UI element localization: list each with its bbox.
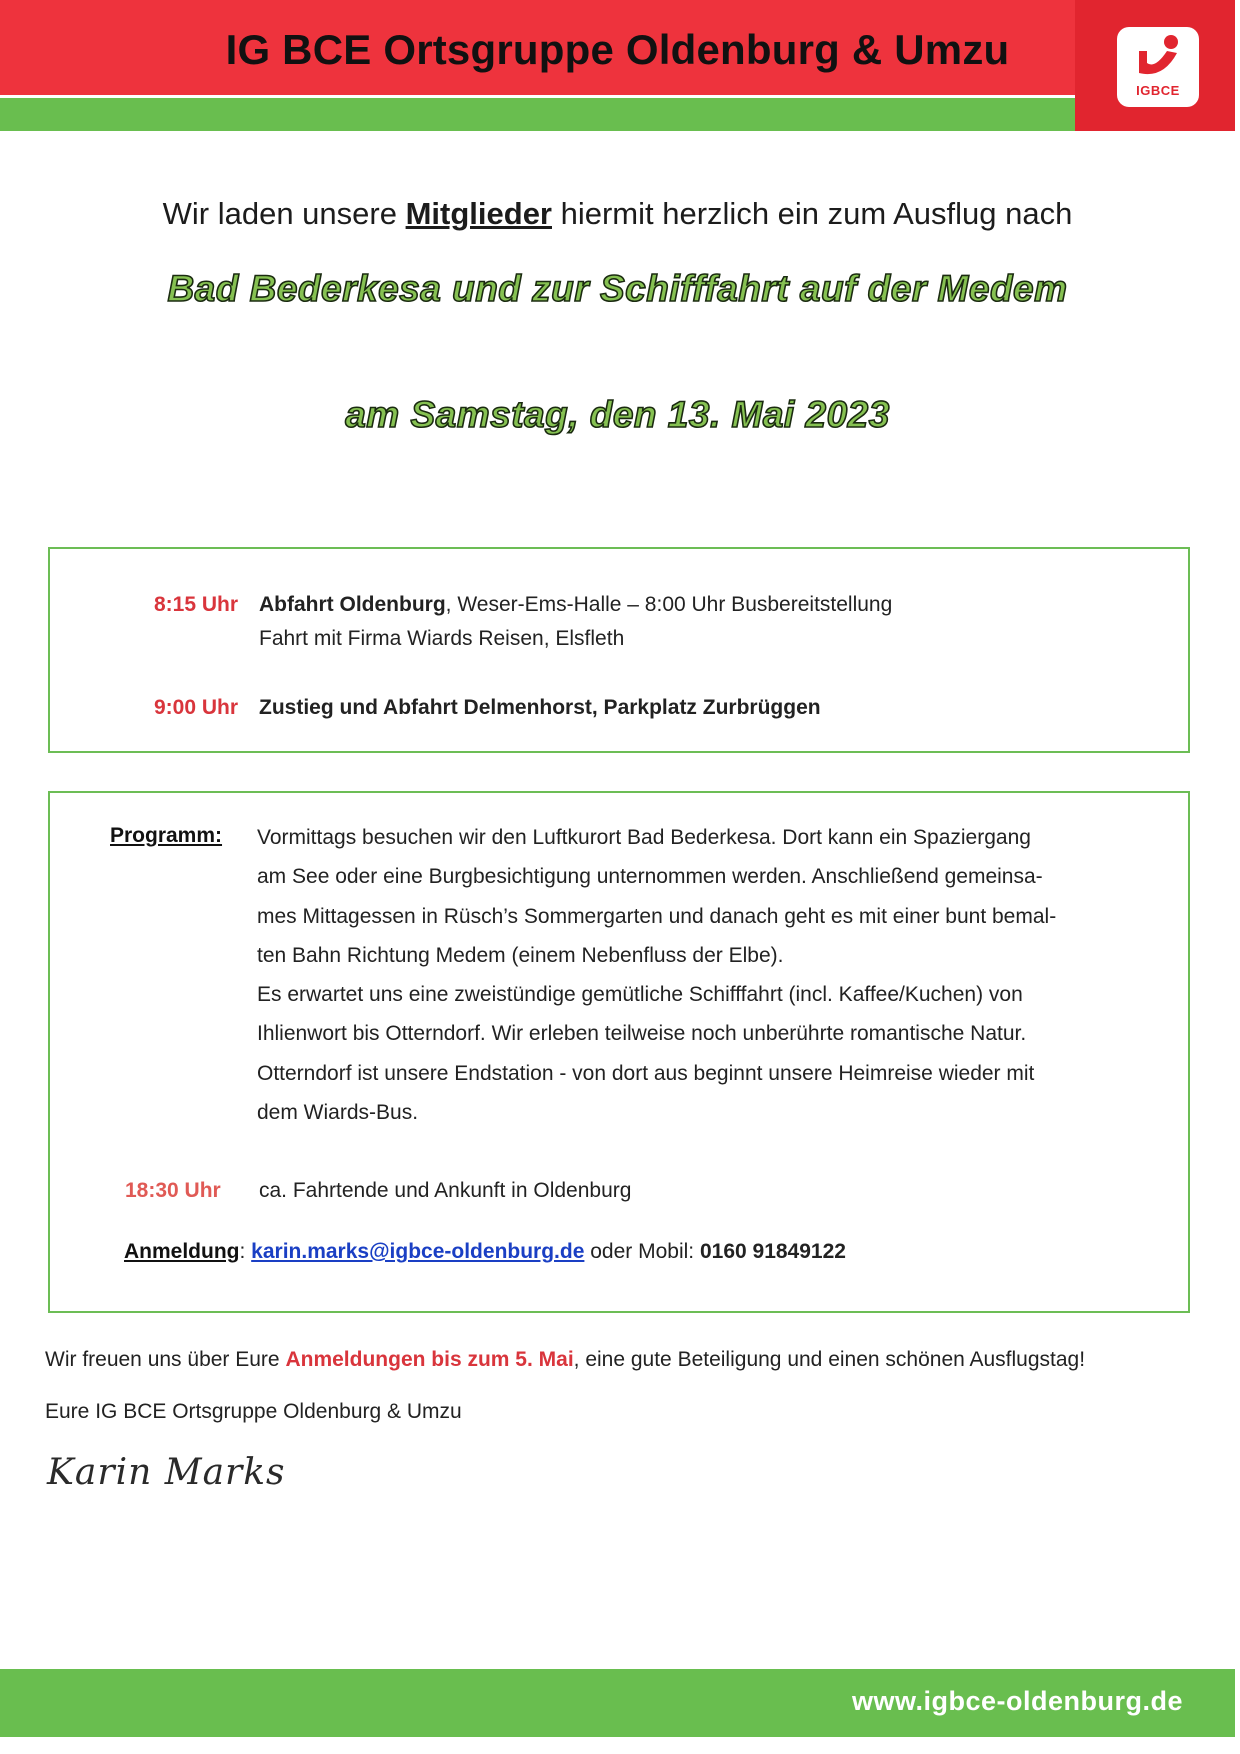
program-line: am See oder eine Burgbesichtigung unternommen werden. Anschließend gemeinsa- [257, 865, 1043, 889]
registration-middle: oder Mobil: [584, 1240, 700, 1263]
registration-phone: 0160 91849122 [699, 1240, 846, 1263]
departure-time-2: 9:00 Uhr [154, 696, 239, 719]
page-title: IG BCE Ortsgruppe Oldenburg & Umzu [225, 26, 1010, 73]
registration-deadline: Anmeldungen bis zum 5. Mai [285, 1348, 574, 1371]
registration-colon: : [239, 1240, 252, 1263]
intro-before: Wir laden unsere [162, 196, 406, 231]
intro-emphasis: Mitglieder [405, 196, 552, 231]
logo-mark-icon [1133, 33, 1183, 81]
program-line: Vormittags besuchen wir den Luftkurort Bad Bederkesa. Dort kann ein Spaziergang [257, 826, 1031, 849]
program-line: Ihlienwort bis Otterndorf. Wir erleben teilweise noch unberührte romantische Natur. [257, 1022, 1027, 1046]
program-line: Otterndorf ist unsere Endstation - von dort aus beginnt unsere Heimreise wieder mit [257, 1061, 1035, 1085]
website-link[interactable]: www.igbce-oldenburg.de [851, 1686, 1183, 1716]
departure-line-2: Zustieg und Abfahrt Delmenhorst, Parkplatz Zurbrüggen [259, 696, 821, 719]
program-line: Es erwartet uns eine zweistündige gemütliche Schifffahrt (incl. Kaffee/Kuchen) von [257, 983, 1023, 1007]
trip-destination-title: Bad Bederkesa und zur Schifffahrt auf der Medem [167, 268, 1068, 309]
departure-line-1 [259, 593, 892, 617]
program-line: mes Mittagessen in Rüsch’s Sommergarten und danach geht es mit einer bunt bemal- [257, 904, 1057, 928]
closing-note [45, 1348, 1085, 1372]
footer-band [0, 1669, 1235, 1737]
closing-regards: Eure IG BCE Ortsgruppe Oldenburg & Umzu [45, 1400, 462, 1423]
closing-post: , eine gute Beteiligung und einen schönen Ausflugstag! [573, 1348, 1086, 1371]
logo-text: IGBCE [1136, 83, 1180, 98]
arrival-time: 18:30 Uhr [125, 1179, 221, 1202]
program-label: Programm: [110, 824, 223, 847]
igbce-logo [1075, 0, 1235, 131]
program-line: dem Wiards-Bus. [257, 1101, 419, 1125]
program-text [257, 818, 1147, 1132]
bus-company-line: Fahrt mit Firma Wiards Reisen, Elsfleth [259, 627, 625, 650]
registration-email-link[interactable]: karin.marks@igbce-oldenburg.de [251, 1240, 585, 1263]
logo-badge [1117, 27, 1199, 107]
departure-time-1: 8:15 Uhr [154, 593, 239, 616]
registration-label: Anmeldung [124, 1240, 240, 1263]
trip-date-title: am Samstag, den 13. Mai 2023 [345, 394, 890, 435]
registration-line [124, 1240, 846, 1264]
departure-details-1: , Weser-Ems-Halle – 8:00 Uhr Busbereitstellung [445, 593, 893, 616]
signature: Karin Marks [47, 1452, 286, 1493]
intro-after: hiermit herzlich ein zum Ausflug nach [552, 196, 1073, 231]
arrival-text: ca. Fahrtende und Ankunft in Oldenburg [259, 1179, 632, 1202]
closing-pre: Wir freuen uns über Eure [45, 1348, 286, 1371]
departure-place-1: Abfahrt Oldenburg [259, 593, 446, 616]
header-green-band [0, 98, 1075, 131]
invitation-intro [0, 196, 1235, 232]
program-line: ten Bahn Richtung Medem (einem Nebenfluss der Elbe). [257, 943, 784, 967]
